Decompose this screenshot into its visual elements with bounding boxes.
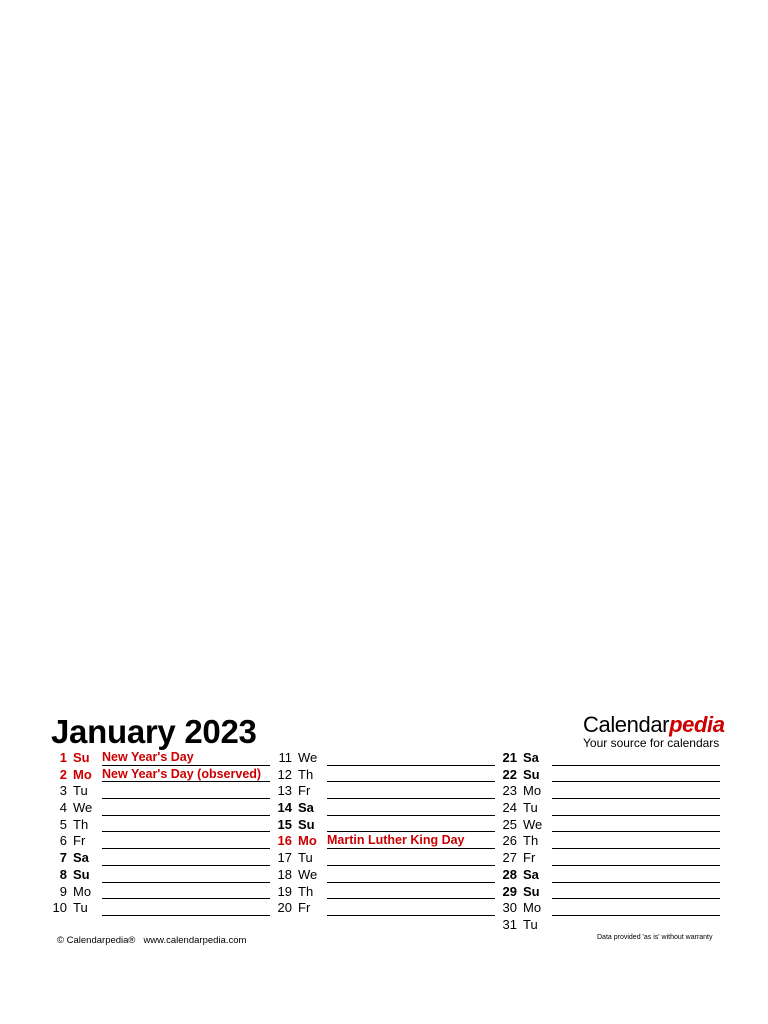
day-row bbox=[51, 883, 281, 900]
day-of-week: Su bbox=[73, 750, 90, 765]
day-row bbox=[51, 866, 281, 883]
day-of-week: We bbox=[523, 816, 543, 832]
day-of-week: Sa bbox=[298, 800, 314, 816]
day-column-2 bbox=[276, 749, 506, 916]
day-of-week: Th bbox=[73, 816, 89, 832]
day-row bbox=[501, 816, 731, 833]
day-of-week: Su bbox=[523, 883, 540, 899]
footer-copyright: © Calendarpedia® bbox=[57, 935, 136, 946]
day-of-week: Tu bbox=[73, 900, 88, 916]
day-number: 21 bbox=[502, 750, 517, 765]
day-of-week: Tu bbox=[523, 800, 538, 816]
day-number: 13 bbox=[277, 783, 292, 799]
day-row bbox=[276, 883, 506, 900]
day-number: 7 bbox=[59, 850, 67, 866]
day-number: 18 bbox=[277, 866, 292, 882]
day-number: 27 bbox=[502, 850, 517, 866]
day-row bbox=[501, 899, 731, 916]
holiday-label: New Year's Day bbox=[102, 750, 194, 764]
day-number: 1 bbox=[59, 750, 67, 765]
day-of-week: Mo bbox=[73, 766, 92, 782]
holiday-label: Martin Luther King Day bbox=[327, 833, 465, 848]
day-row bbox=[276, 849, 506, 866]
day-of-week: Tu bbox=[298, 850, 313, 866]
day-number: 28 bbox=[502, 866, 517, 882]
brand-name-part1: Calendar bbox=[583, 712, 670, 737]
day-column-1 bbox=[51, 749, 281, 916]
footer-disclaimer: Data provided 'as is' without warranty bbox=[597, 934, 713, 941]
day-number: 5 bbox=[59, 816, 67, 832]
day-number: 22 bbox=[502, 766, 517, 782]
day-row bbox=[51, 749, 281, 766]
day-of-week: Fr bbox=[298, 783, 311, 799]
day-row bbox=[501, 749, 731, 766]
day-of-week: Fr bbox=[298, 900, 311, 916]
day-number: 23 bbox=[502, 783, 517, 799]
day-row bbox=[51, 766, 281, 783]
day-row bbox=[501, 799, 731, 816]
day-row bbox=[501, 883, 731, 900]
footer-credits bbox=[57, 935, 246, 947]
day-number: 10 bbox=[52, 900, 67, 916]
day-number: 11 bbox=[278, 750, 292, 765]
day-of-week: Sa bbox=[73, 850, 89, 866]
day-row bbox=[276, 782, 506, 799]
day-number: 9 bbox=[59, 883, 67, 899]
day-row bbox=[276, 832, 506, 849]
day-number: 14 bbox=[277, 800, 292, 816]
day-of-week: Sa bbox=[523, 866, 539, 882]
day-number: 30 bbox=[502, 900, 517, 916]
day-number: 29 bbox=[502, 883, 517, 899]
day-row bbox=[276, 749, 506, 766]
day-row bbox=[501, 849, 731, 866]
day-of-week: Th bbox=[298, 766, 314, 782]
day-of-week: Mo bbox=[523, 783, 542, 799]
day-of-week: Mo bbox=[298, 833, 317, 849]
day-number: 26 bbox=[502, 833, 517, 849]
calendar-title: January 2023 bbox=[51, 713, 257, 750]
day-row bbox=[51, 849, 281, 866]
holiday-label: New Year's Day (observed) bbox=[102, 766, 262, 781]
day-row bbox=[501, 866, 731, 883]
day-of-week: Sa bbox=[523, 750, 539, 765]
day-row bbox=[501, 766, 731, 783]
day-of-week: Fr bbox=[73, 833, 86, 849]
day-number: 25 bbox=[502, 816, 517, 832]
note-line bbox=[102, 915, 270, 916]
day-row bbox=[276, 799, 506, 816]
day-column-3 bbox=[501, 749, 731, 933]
day-number: 3 bbox=[59, 783, 67, 799]
brand-name bbox=[583, 711, 723, 739]
day-row bbox=[51, 899, 281, 916]
day-of-week: Tu bbox=[73, 783, 88, 799]
day-of-week: Su bbox=[298, 816, 315, 832]
day-number: 20 bbox=[277, 900, 292, 916]
day-number: 17 bbox=[277, 850, 292, 866]
day-of-week: Su bbox=[523, 766, 540, 782]
day-of-week: Su bbox=[73, 866, 90, 882]
day-row bbox=[276, 899, 506, 916]
day-row bbox=[276, 866, 506, 883]
day-of-week: We bbox=[73, 800, 93, 816]
day-row bbox=[501, 832, 731, 849]
day-of-week: Mo bbox=[73, 883, 92, 899]
day-number: 8 bbox=[59, 866, 67, 882]
day-row bbox=[51, 799, 281, 816]
day-number: 4 bbox=[59, 800, 67, 816]
day-number: 12 bbox=[277, 766, 292, 782]
day-of-week: Tu bbox=[523, 916, 538, 932]
day-row bbox=[501, 782, 731, 799]
day-of-week: Fr bbox=[523, 850, 536, 866]
note-line bbox=[327, 915, 495, 916]
day-number: 19 bbox=[277, 883, 292, 899]
brand-name-part2: pedia bbox=[669, 712, 725, 737]
brand-tagline: Your source for calendars bbox=[583, 736, 720, 750]
day-row bbox=[501, 916, 731, 933]
day-row bbox=[51, 816, 281, 833]
brand-logo bbox=[583, 711, 723, 750]
day-of-week: Th bbox=[523, 833, 539, 849]
footer-website[interactable]: www.calendarpedia.com bbox=[143, 935, 247, 946]
day-number: 16 bbox=[277, 833, 292, 849]
day-row bbox=[51, 782, 281, 799]
day-of-week: Th bbox=[298, 883, 314, 899]
day-number: 6 bbox=[59, 833, 67, 849]
day-of-week: Mo bbox=[523, 900, 542, 916]
day-row bbox=[276, 766, 506, 783]
day-number: 15 bbox=[277, 816, 292, 832]
day-row bbox=[276, 816, 506, 833]
day-number: 2 bbox=[59, 766, 67, 782]
day-of-week: We bbox=[298, 750, 318, 765]
day-row bbox=[51, 832, 281, 849]
day-number: 31 bbox=[502, 916, 517, 932]
day-of-week: We bbox=[298, 866, 318, 882]
day-number: 24 bbox=[502, 800, 517, 816]
